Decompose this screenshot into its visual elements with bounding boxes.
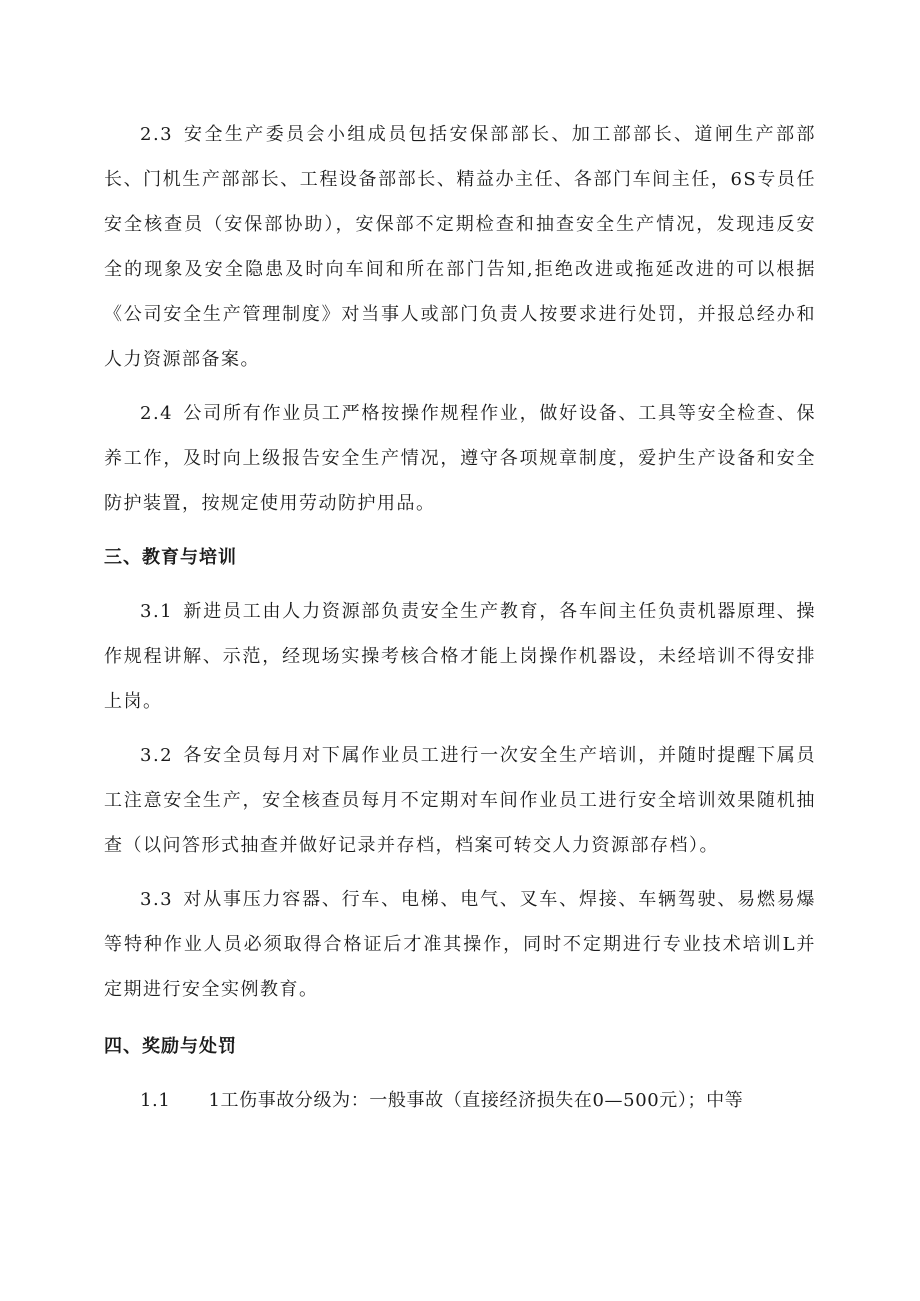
section-heading-education-training: 三、教育与培训 [104,547,237,568]
clause-number: 1.1 [140,1090,171,1111]
clause-number: 3.2 [140,745,174,766]
paragraph-2-3 [104,112,816,382]
clause-text: 安全生产委员会小组成员包括安保部部长、加工部部长、道闸生产部部长、门机生产部部长、工程设备部部长、精益办主任、各部门车间主任，6S专员任安全核查员（安保部协助），安保部不定期检查和抽查安全生产情况，发现违反安全的现象及安全隐患及时向车间和所在部门告知,拒绝改进或拖延改进的可以根据《公司安全生产管理制度》对当事人或部门负责人按要求进行处罚，并报总经办和人力资源部备案。 [104,124,816,370]
paragraph-3-1 [104,589,816,724]
paragraph-3-2 [104,733,816,868]
clause-text: 新进员工由人力资源部负责安全生产教育，各车间主任负责机器原理、操作规程讲解、示范，经现场实操考核合格才能上岗操作机器设，未经培训不得安排上岗。 [104,601,816,712]
section-heading-rewards-penalties: 四、奖励与处罚 [104,1036,237,1057]
paragraph-1-1 [104,1078,816,1123]
clause-number: 2.4 [140,403,174,424]
clause-text: 各安全员每月对下属作业员工进行一次安全生产培训，并随时提醒下属员工注意安全生产，安全核查员每月不定期对车间作业员工进行安全培训效果随机抽查（以问答形式抽查并做好记录并存档，档案可转交人力资源部存档）。 [104,745,816,856]
clause-number: 2.3 [140,124,174,145]
paragraph-2-4 [104,391,816,526]
document-page [104,112,816,1132]
clause-text: 1工伤事故分级为：一般事故（直接经济损失在0—500元）；中等 [208,1090,744,1111]
clause-text: 对从事压力容器、行车、电梯、电气、叉车、焊接、车辆驾驶、易燃易爆等特种作业人员必须取得合格证后才准其操作，同时不定期进行专业技术培训L并定期进行安全实例教育。 [104,889,816,1000]
clause-text: 公司所有作业员工严格按操作规程作业，做好设备、工具等安全检查、保养工作，及时向上级报告安全生产情况，遵守各项规章制度，爱护生产设备和安全防护装置，按规定使用劳动防护用品。 [104,403,816,514]
clause-number: 3.1 [140,601,174,622]
clause-number: 3.3 [140,889,174,910]
paragraph-3-3 [104,877,816,1012]
